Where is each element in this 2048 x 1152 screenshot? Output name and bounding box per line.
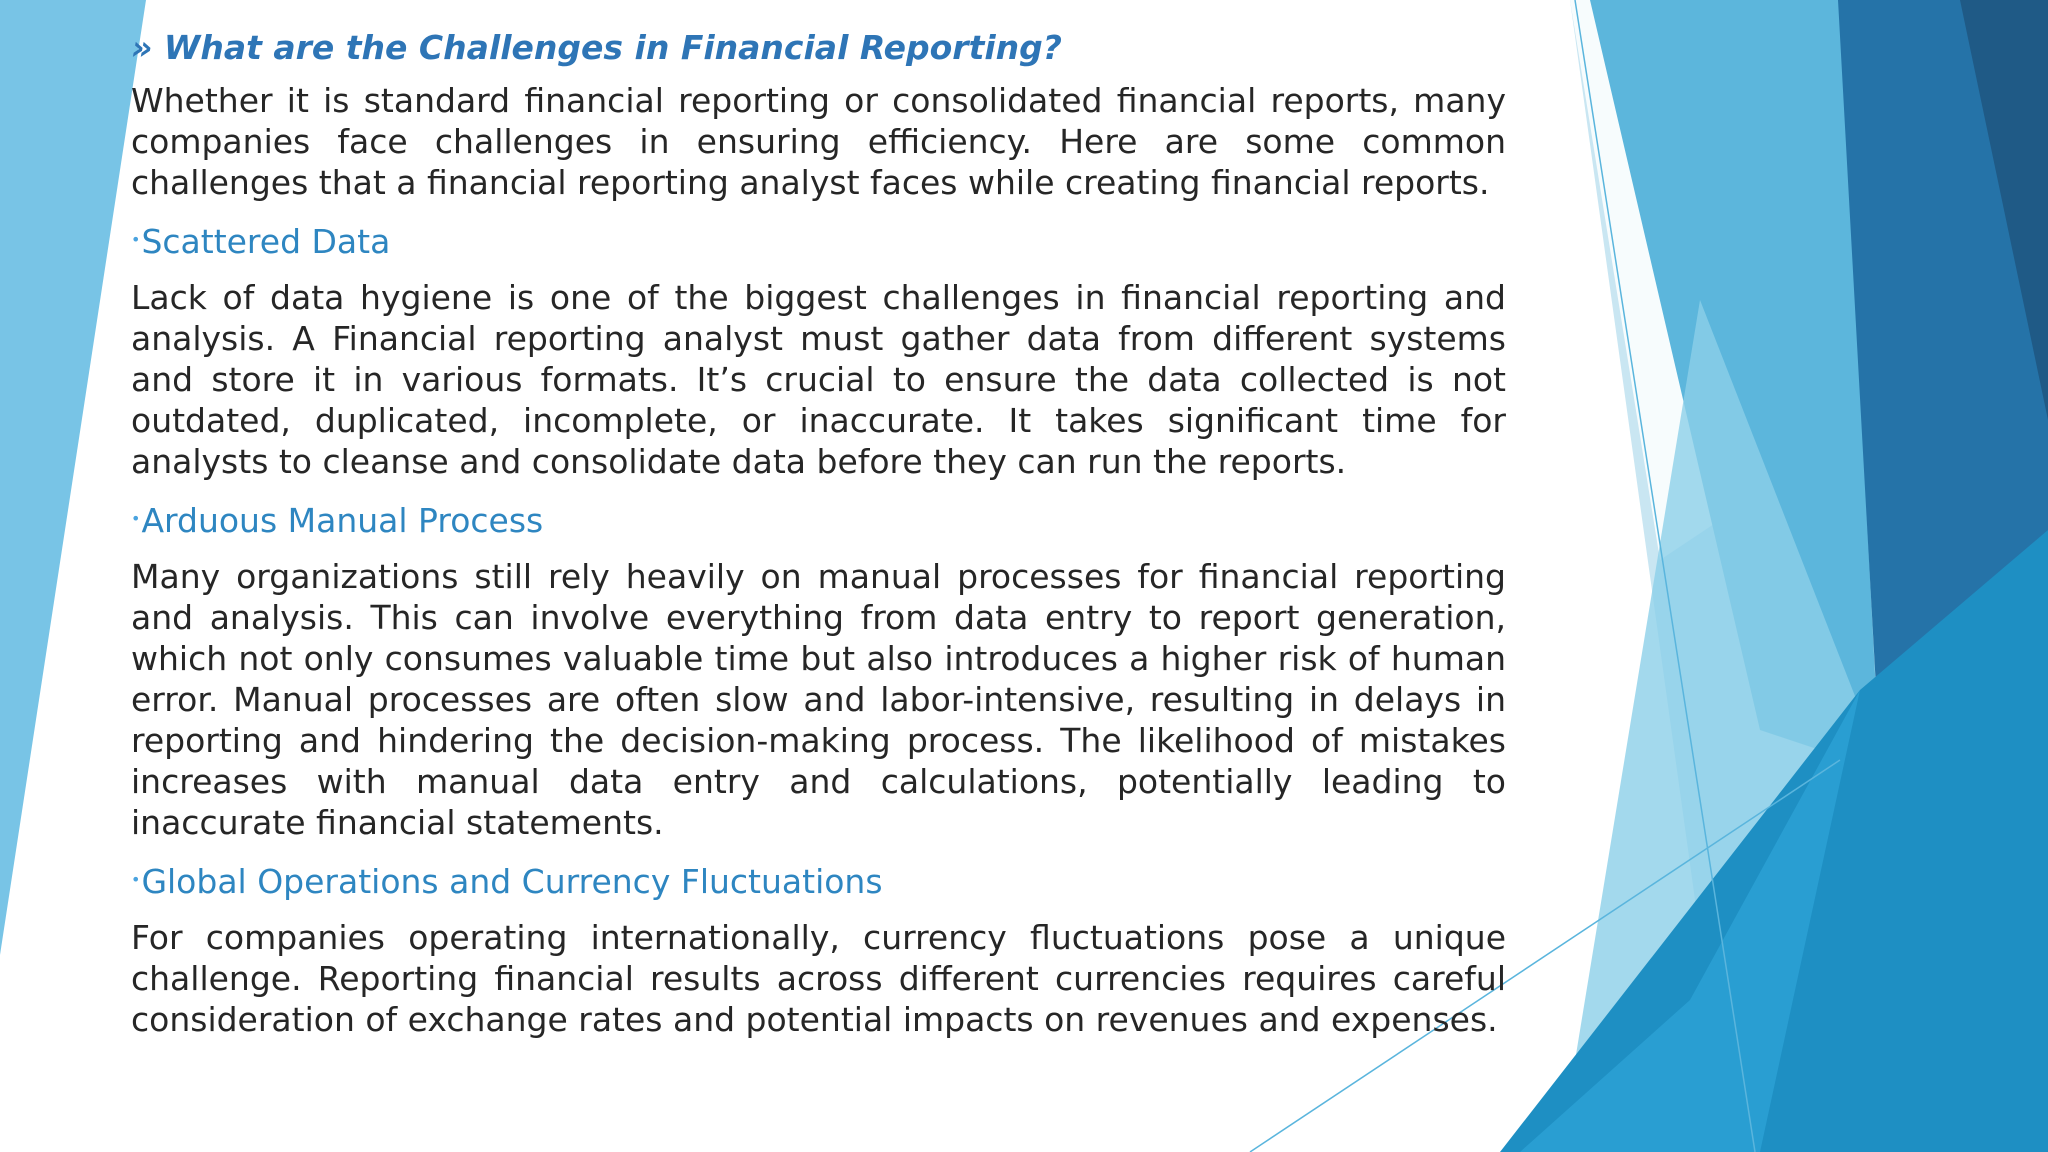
section-title-global-operations xyxy=(131,855,1506,907)
bullet-icon: • xyxy=(131,230,141,249)
slide-heading: » What are the Challenges in Financial Reporting? xyxy=(131,28,1062,67)
section-title-arduous-manual-process xyxy=(131,494,1506,546)
section-body-global-operations: For companies operating internationally, currency fluctuations pose a unique challenge. Reporting financial results across different currencies requires careful consideration of exchange rates and potential impacts on revenues and expenses. xyxy=(131,918,1506,1039)
section-title-text: Scattered Data xyxy=(141,222,391,261)
bullet-icon: • xyxy=(131,509,141,528)
bullet-icon: • xyxy=(131,870,141,889)
left-accent-shape xyxy=(0,0,146,955)
section-body-scattered-data: Lack of data hygiene is one of the biggest challenges in financial reporting and analysis. A Financial reporting analyst must gather data from different systems and store it in various formats. It’s crucial to ensure the data collected is not outdated, duplicated, incomplete, or inaccurate. It takes significant time for analysts to cleanse and consolidate data before they can run the reports. xyxy=(131,278,1506,481)
intro-paragraph: Whether it is standard financial reporting or consolidated financial reports, many companies face challenges in ensuring efficiency. Here are some common challenges that a financial reporting analyst faces while creating financial reports. xyxy=(131,81,1506,202)
section-body-arduous-manual-process: Many organizations still rely heavily on manual processes for financial reporting and analysis. This can involve everything from data entry to report generation, which not only consumes valuable time but also introduces a higher risk of human error. Manual processes are often slow and labor-intensive, resulting in delays in reporting and hindering the decision-making process. The likelihood of mistakes increases with manual data entry and calculations, potentially leading to inaccurate financial statements. xyxy=(131,557,1506,842)
section-title-text: Global Operations and Currency Fluctuations xyxy=(141,862,883,901)
section-title-scattered-data xyxy=(131,215,1506,267)
slide-content xyxy=(131,22,1506,1052)
section-title-text: Arduous Manual Process xyxy=(141,501,544,540)
